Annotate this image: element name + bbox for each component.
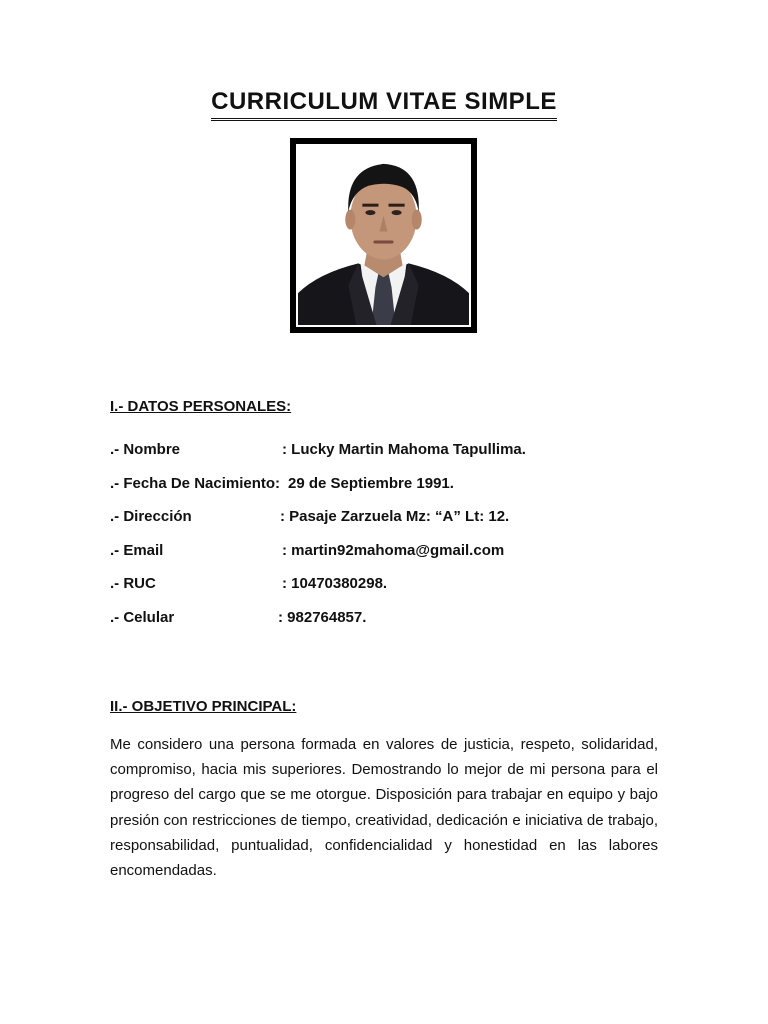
field-phone-label: .- Celular [110,609,175,626]
field-birthdate-label: .- Fecha De Nacimiento: [110,475,281,492]
field-name-value: : Lucky Martin Mahoma Tapullima. [282,441,526,458]
field-birthdate-value: 29 de Septiembre 1991. [288,475,454,492]
field-email-value: : martin92mahoma@gmail.com [282,542,505,559]
field-ruc-label: .- RUC [110,575,156,592]
field-phone-value: : 982764857. [278,609,367,626]
objective-paragraph: Me considero una persona formada en valores de justicia, respeto, solidaridad, compromiso, hacia mis superiores. Demostrando lo mejor de mi persona para el progreso del cargo que se me otorgue. Disposición para trabajar en equipo y bajo presión con restricciones de tiempo, creatividad, dedicación e iniciativa de trabajo, responsabilidad, puntualidad, confidencialidad y honestidad en las labores encomendadas. [110,736,658,880]
objective-heading: II.- OBJETIVO PRINCIPAL: [110,698,297,715]
personal-data-heading: I.- DATOS PERSONALES: [110,398,292,415]
document-title-text: CURRICULUM VITAE SIMPLE [211,88,557,121]
field-ruc-value: : 10470380298. [282,575,388,592]
profile-photo [296,144,471,327]
person-portrait-icon [298,146,469,325]
field-name-label: .- Nombre [110,441,181,458]
field-address-label: .- Dirección [110,508,192,525]
profile-photo-frame [290,138,477,333]
field-email-label: .- Email [110,542,164,559]
document-title [0,88,768,121]
field-address-value: : Pasaje Zarzuela Mz: “A” Lt: 12. [280,508,510,525]
